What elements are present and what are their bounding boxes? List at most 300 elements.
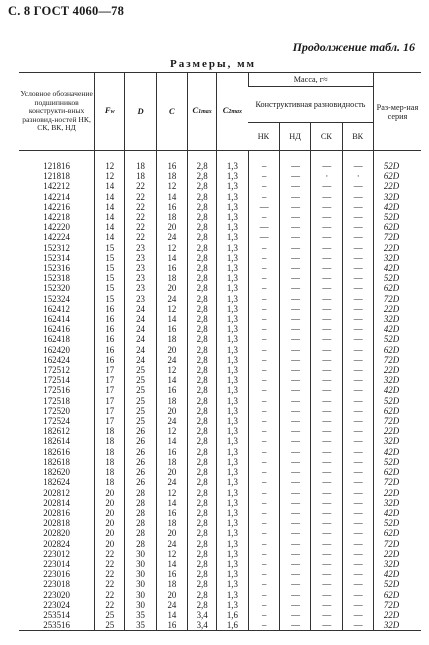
table-cell: 14 xyxy=(95,181,125,191)
table-cell: – xyxy=(248,579,279,589)
table-row xyxy=(19,508,421,518)
table-cell: – xyxy=(248,243,279,253)
table-cell: 32D xyxy=(373,253,421,263)
table-cell: 14 xyxy=(156,610,187,620)
table-cell: — xyxy=(279,620,310,631)
table-cell: — xyxy=(311,304,342,314)
table-cell: 22D xyxy=(373,426,421,436)
table-cell: 182618 xyxy=(43,456,70,467)
table-cell: 182614 xyxy=(43,436,70,447)
table-cell: — xyxy=(342,620,373,631)
table-cell: — xyxy=(342,569,373,579)
table-row xyxy=(19,396,421,406)
table-cell: 25 xyxy=(125,396,156,406)
table-cell: 72D xyxy=(373,416,421,426)
table-cell: 182612 xyxy=(43,426,70,437)
table-cell: — xyxy=(279,528,310,538)
table-row xyxy=(19,171,421,181)
table-cell: — xyxy=(342,334,373,344)
table-cell: – xyxy=(248,610,279,620)
table-cell: 2,8 xyxy=(188,161,217,171)
table-cell: 1,3 xyxy=(217,212,248,222)
table-cell: 22D xyxy=(373,243,421,253)
table-cell: 22 xyxy=(95,579,125,589)
table-row xyxy=(19,569,421,579)
table-cell: 22D xyxy=(373,610,421,620)
table-cell: — xyxy=(342,253,373,263)
table-cell: 24 xyxy=(125,345,156,355)
table-cell: 20 xyxy=(95,498,125,508)
table-cell: 162418 xyxy=(43,334,70,345)
table-cell: 18 xyxy=(156,334,187,344)
table-cell: 17 xyxy=(95,375,125,385)
table-cell: — xyxy=(279,294,310,304)
table-cell: 23 xyxy=(125,243,156,253)
table-cell: 20 xyxy=(95,508,125,518)
table-cell: 1,3 xyxy=(217,345,248,355)
table-cell: — xyxy=(279,436,310,446)
table-cell: 223018 xyxy=(43,579,70,590)
table-cell: 42D xyxy=(373,263,421,273)
table-cell: 142220 xyxy=(43,222,70,233)
table-cell: 30 xyxy=(125,559,156,569)
table-cell: 223020 xyxy=(43,589,70,600)
table-cell: 28 xyxy=(125,498,156,508)
table-cell: 22D xyxy=(373,365,421,375)
table-cell: 32D xyxy=(373,192,421,202)
table-cell: 17 xyxy=(95,406,125,416)
table-cell: — xyxy=(311,600,342,610)
table-cell: 24 xyxy=(156,477,187,487)
table-cell: 14 xyxy=(156,559,187,569)
table-cell: 18 xyxy=(95,457,125,467)
table-cell: 28 xyxy=(125,508,156,518)
table-cell: — xyxy=(279,334,310,344)
table-cell: 142216 xyxy=(43,201,70,212)
table-cell: 172520 xyxy=(43,405,70,416)
table-cell: — xyxy=(279,212,310,222)
table-cell: 22 xyxy=(125,192,156,202)
table-cell: 1,3 xyxy=(217,181,248,191)
table-cell: 1,3 xyxy=(217,590,248,600)
table-cell: – xyxy=(248,324,279,334)
table-cell: 52D xyxy=(373,579,421,589)
table-cell: — xyxy=(342,498,373,508)
table-row xyxy=(19,334,421,344)
table-row xyxy=(19,447,421,457)
table-cell: 42D xyxy=(373,385,421,395)
table-cell: 14 xyxy=(95,192,125,202)
table-cell: · xyxy=(342,171,373,181)
table-cell: 24 xyxy=(125,314,156,324)
table-row xyxy=(19,518,421,528)
table-cell: 18 xyxy=(95,467,125,477)
table-cell: 1,3 xyxy=(217,488,248,498)
table-cell: — xyxy=(279,549,310,559)
table-cell: — xyxy=(342,283,373,293)
table-cell: — xyxy=(342,406,373,416)
table-cell: — xyxy=(279,579,310,589)
table-cell: 16 xyxy=(95,314,125,324)
table-cell: 1,3 xyxy=(217,447,248,457)
table-cell: — xyxy=(279,202,310,212)
table-row xyxy=(19,477,421,487)
table-cell: — xyxy=(279,161,310,171)
table-row xyxy=(19,345,421,355)
table-cell: 14 xyxy=(156,253,187,263)
table-cell: 202820 xyxy=(43,528,70,539)
table-cell: 1,3 xyxy=(217,467,248,477)
table-cell: 30 xyxy=(125,600,156,610)
table-cell: — xyxy=(342,539,373,549)
table-cell: 1,3 xyxy=(217,518,248,528)
table-cell: – xyxy=(248,590,279,600)
table-cell: 12 xyxy=(156,304,187,314)
header-fw: Fw xyxy=(95,73,125,151)
table-cell: 16 xyxy=(95,324,125,334)
table-cell: – xyxy=(248,477,279,487)
table-cell: — xyxy=(311,436,342,446)
table-cell: 2,8 xyxy=(188,181,217,191)
sizes-title: Размеры, мм xyxy=(170,58,257,70)
table-cell: 152318 xyxy=(43,273,70,284)
table-cell: – xyxy=(248,314,279,324)
table-cell: — xyxy=(311,569,342,579)
table-cell: 52D xyxy=(373,161,421,171)
table-cell: 1,3 xyxy=(217,263,248,273)
table-cell: 22 xyxy=(95,590,125,600)
table-cell: — xyxy=(311,447,342,457)
table-cell: 16 xyxy=(156,161,187,171)
table-cell: — xyxy=(279,375,310,385)
table-cell: — xyxy=(311,243,342,253)
table-cell: 22D xyxy=(373,181,421,191)
table-cell: — xyxy=(311,202,342,212)
table-cell: 28 xyxy=(125,518,156,528)
table-cell: 2,8 xyxy=(188,406,217,416)
table-cell: 20 xyxy=(156,467,187,477)
table-cell: — xyxy=(311,192,342,202)
table-cell: 14 xyxy=(156,498,187,508)
table-cell: — xyxy=(311,508,342,518)
table-cell: 72D xyxy=(373,294,421,304)
table-cell: 16 xyxy=(156,324,187,334)
table-cell: 32D xyxy=(373,620,421,631)
table-cell: 1,3 xyxy=(217,222,248,232)
table-cell: 52D xyxy=(373,457,421,467)
table-cell: — xyxy=(311,212,342,222)
table-cell: 22D xyxy=(373,549,421,559)
table-cell: — xyxy=(279,263,310,273)
table-cell: 12 xyxy=(95,171,125,181)
table-cell: 62D xyxy=(373,283,421,293)
table-cell: 20 xyxy=(95,518,125,528)
table-cell: – xyxy=(248,171,279,181)
table-cell: — xyxy=(342,579,373,589)
table-spacer-row xyxy=(19,151,421,162)
table-cell: 20 xyxy=(95,539,125,549)
table-cell: 42D xyxy=(373,447,421,457)
table-row xyxy=(19,253,421,263)
table-cell: 18 xyxy=(95,477,125,487)
table-cell: 1,3 xyxy=(217,528,248,538)
table-cell: — xyxy=(342,447,373,457)
table-cell: — xyxy=(279,273,310,283)
table-cell: — xyxy=(279,192,310,202)
table-cell: 162414 xyxy=(43,314,70,325)
table-cell: 2,8 xyxy=(188,212,217,222)
table-cell: 25 xyxy=(125,375,156,385)
table-cell: 18 xyxy=(156,518,187,528)
table-cell: 16 xyxy=(156,620,187,631)
table-cell: – xyxy=(248,304,279,314)
table-cell: — xyxy=(311,518,342,528)
table-cell: 1,3 xyxy=(217,334,248,344)
table-cell: 253514 xyxy=(43,609,70,620)
table-cell: 18 xyxy=(125,171,156,181)
table-cell: 16 xyxy=(156,508,187,518)
table-cell: 142224 xyxy=(43,232,70,243)
table-cell: — xyxy=(279,416,310,426)
table-cell: — xyxy=(342,314,373,324)
table-cell: – xyxy=(248,539,279,549)
table-cell: – xyxy=(248,498,279,508)
table-cell: 2,8 xyxy=(188,600,217,610)
table-cell: 2,8 xyxy=(188,263,217,273)
table-cell: 1,3 xyxy=(217,253,248,263)
table-cell: — xyxy=(342,610,373,620)
table-cell: 30 xyxy=(125,579,156,589)
table-cell: 2,8 xyxy=(188,426,217,436)
table-cell: 3,4 xyxy=(188,620,217,631)
table-cell: 32D xyxy=(373,559,421,569)
table-cell: 1,3 xyxy=(217,396,248,406)
table-cell: 12 xyxy=(156,488,187,498)
table-cell: — xyxy=(279,314,310,324)
table-cell: 12 xyxy=(156,549,187,559)
table-cell: — xyxy=(342,192,373,202)
table-row xyxy=(19,416,421,426)
table-row xyxy=(19,161,421,171)
table-cell: 25 xyxy=(95,610,125,620)
table-cell: 14 xyxy=(156,314,187,324)
header-sk: СК xyxy=(311,123,342,151)
table-cell: — xyxy=(342,396,373,406)
table-cell: 1,6 xyxy=(217,610,248,620)
table-row xyxy=(19,406,421,416)
table-cell: 15 xyxy=(95,243,125,253)
table-cell: 182620 xyxy=(43,467,70,478)
table-cell: 25 xyxy=(95,620,125,631)
table-row xyxy=(19,426,421,436)
table-row xyxy=(19,192,421,202)
table-cell: 24 xyxy=(125,304,156,314)
table-row xyxy=(19,365,421,375)
table-cell: — xyxy=(342,477,373,487)
table-cell: 17 xyxy=(95,385,125,395)
table-cell: 16 xyxy=(95,355,125,365)
table-cell: — xyxy=(342,590,373,600)
table-cell: 223014 xyxy=(43,558,70,569)
table-cell: 202814 xyxy=(43,497,70,508)
table-cell: 22D xyxy=(373,488,421,498)
table-cell: 20 xyxy=(95,488,125,498)
table-cell: — xyxy=(342,263,373,273)
table-row xyxy=(19,579,421,589)
table-cell: – xyxy=(248,181,279,191)
table-cell: — xyxy=(279,283,310,293)
table-cell: 35 xyxy=(125,620,156,631)
table-cell: — xyxy=(279,396,310,406)
table-cell: 18 xyxy=(95,436,125,446)
table-cell: — xyxy=(311,324,342,334)
table-cell: 1,3 xyxy=(217,436,248,446)
table-cell: 23 xyxy=(125,253,156,263)
table-cell: 1,3 xyxy=(217,355,248,365)
header-d: D xyxy=(125,73,156,151)
table-cell: – xyxy=(248,283,279,293)
table-cell: 25 xyxy=(125,385,156,395)
table-cell: 2,8 xyxy=(188,539,217,549)
table-cell: 1,3 xyxy=(217,314,248,324)
table-row xyxy=(19,314,421,324)
bearing-sizes-table xyxy=(19,72,421,631)
table-cell: 3,4 xyxy=(188,610,217,620)
table-cell: 20 xyxy=(156,528,187,538)
table-cell: — xyxy=(311,488,342,498)
table-cell: — xyxy=(248,232,279,242)
table-row xyxy=(19,304,421,314)
table-cell: 26 xyxy=(125,436,156,446)
table-cell: — xyxy=(311,375,342,385)
table-cell: – xyxy=(248,345,279,355)
table-cell: 1,3 xyxy=(217,477,248,487)
table-cell: — xyxy=(311,426,342,436)
table-row xyxy=(19,181,421,191)
table-cell: — xyxy=(311,498,342,508)
table-cell: — xyxy=(342,508,373,518)
table-cell: – xyxy=(248,518,279,528)
table-row xyxy=(19,436,421,446)
table-continuation-label: Продолжение табл. 16 xyxy=(292,40,415,54)
table-cell: 25 xyxy=(125,416,156,426)
table-cell: — xyxy=(342,222,373,232)
table-cell: 202812 xyxy=(43,487,70,498)
table-cell: 52D xyxy=(373,396,421,406)
table-cell: — xyxy=(311,539,342,549)
table-cell: 121818 xyxy=(43,171,70,182)
table-cell: — xyxy=(279,569,310,579)
table-cell: 1,3 xyxy=(217,385,248,395)
table-cell: 1,3 xyxy=(217,273,248,283)
table-cell: 2,8 xyxy=(188,171,217,181)
table-cell: — xyxy=(342,549,373,559)
table-cell: 1,3 xyxy=(217,283,248,293)
table-cell: — xyxy=(279,222,310,232)
table-cell: — xyxy=(342,355,373,365)
table-cell: – xyxy=(248,294,279,304)
table-cell: — xyxy=(311,314,342,324)
table-cell: — xyxy=(311,181,342,191)
table-cell: 18 xyxy=(156,171,187,181)
table-cell: — xyxy=(342,181,373,191)
table-cell: 16 xyxy=(95,334,125,344)
table-cell: – xyxy=(248,559,279,569)
table-cell: 22D xyxy=(373,304,421,314)
table-cell: — xyxy=(342,488,373,498)
table-cell: 26 xyxy=(125,467,156,477)
table-row xyxy=(19,202,421,212)
table-cell: — xyxy=(279,590,310,600)
table-cell: 16 xyxy=(156,385,187,395)
table-cell: — xyxy=(311,579,342,589)
table-cell: 12 xyxy=(95,161,125,171)
table-cell: 22 xyxy=(125,181,156,191)
table-cell: 18 xyxy=(125,161,156,171)
table-cell: — xyxy=(311,528,342,538)
table-row xyxy=(19,212,421,222)
table-cell: — xyxy=(279,253,310,263)
table-cell: – xyxy=(248,549,279,559)
header-designation: Условное обозначение подшипников конструкти-вных разновид-ностей НК, СК, ВК, НД xyxy=(19,73,95,151)
table-cell: 28 xyxy=(125,488,156,498)
header-c1max: C1max xyxy=(188,73,217,151)
table-cell: 32D xyxy=(373,314,421,324)
header-c2max: C2max xyxy=(217,73,248,151)
table-cell: – xyxy=(248,375,279,385)
table-cell: 2,8 xyxy=(188,243,217,253)
table-cell: 182624 xyxy=(43,477,70,488)
table-cell: — xyxy=(311,365,342,375)
table-cell: 1,3 xyxy=(217,416,248,426)
table-cell: 2,8 xyxy=(188,559,217,569)
table-cell: 20 xyxy=(156,222,187,232)
table-cell: 62D xyxy=(373,345,421,355)
table-cell: 2,8 xyxy=(188,436,217,446)
table-cell: 1,3 xyxy=(217,498,248,508)
table-cell: 1,3 xyxy=(217,202,248,212)
table-cell: 22 xyxy=(95,600,125,610)
table-row xyxy=(19,600,421,610)
table-cell: — xyxy=(279,539,310,549)
table-cell: — xyxy=(279,406,310,416)
table-cell: — xyxy=(311,253,342,263)
table-cell: 2,8 xyxy=(188,590,217,600)
table-cell: 20 xyxy=(156,590,187,600)
table-cell: 23 xyxy=(125,294,156,304)
table-cell: — xyxy=(311,294,342,304)
table-cell: — xyxy=(342,324,373,334)
table-cell: · xyxy=(311,171,342,181)
table-cell: 172512 xyxy=(43,365,70,376)
table-cell: — xyxy=(342,528,373,538)
table-cell: – xyxy=(248,396,279,406)
table-cell: – xyxy=(248,416,279,426)
table-cell: — xyxy=(342,375,373,385)
table-cell: 2,8 xyxy=(188,508,217,518)
table-body xyxy=(19,151,421,631)
table-cell: 15 xyxy=(95,253,125,263)
table-cell: 30 xyxy=(125,590,156,600)
table-cell: — xyxy=(311,549,342,559)
table-cell: 14 xyxy=(95,202,125,212)
table-cell: — xyxy=(279,518,310,528)
header-c: C xyxy=(156,73,187,151)
table-cell: 162424 xyxy=(43,354,70,365)
table-cell: 162420 xyxy=(43,344,70,355)
table-row xyxy=(19,457,421,467)
table-cell: 20 xyxy=(156,283,187,293)
